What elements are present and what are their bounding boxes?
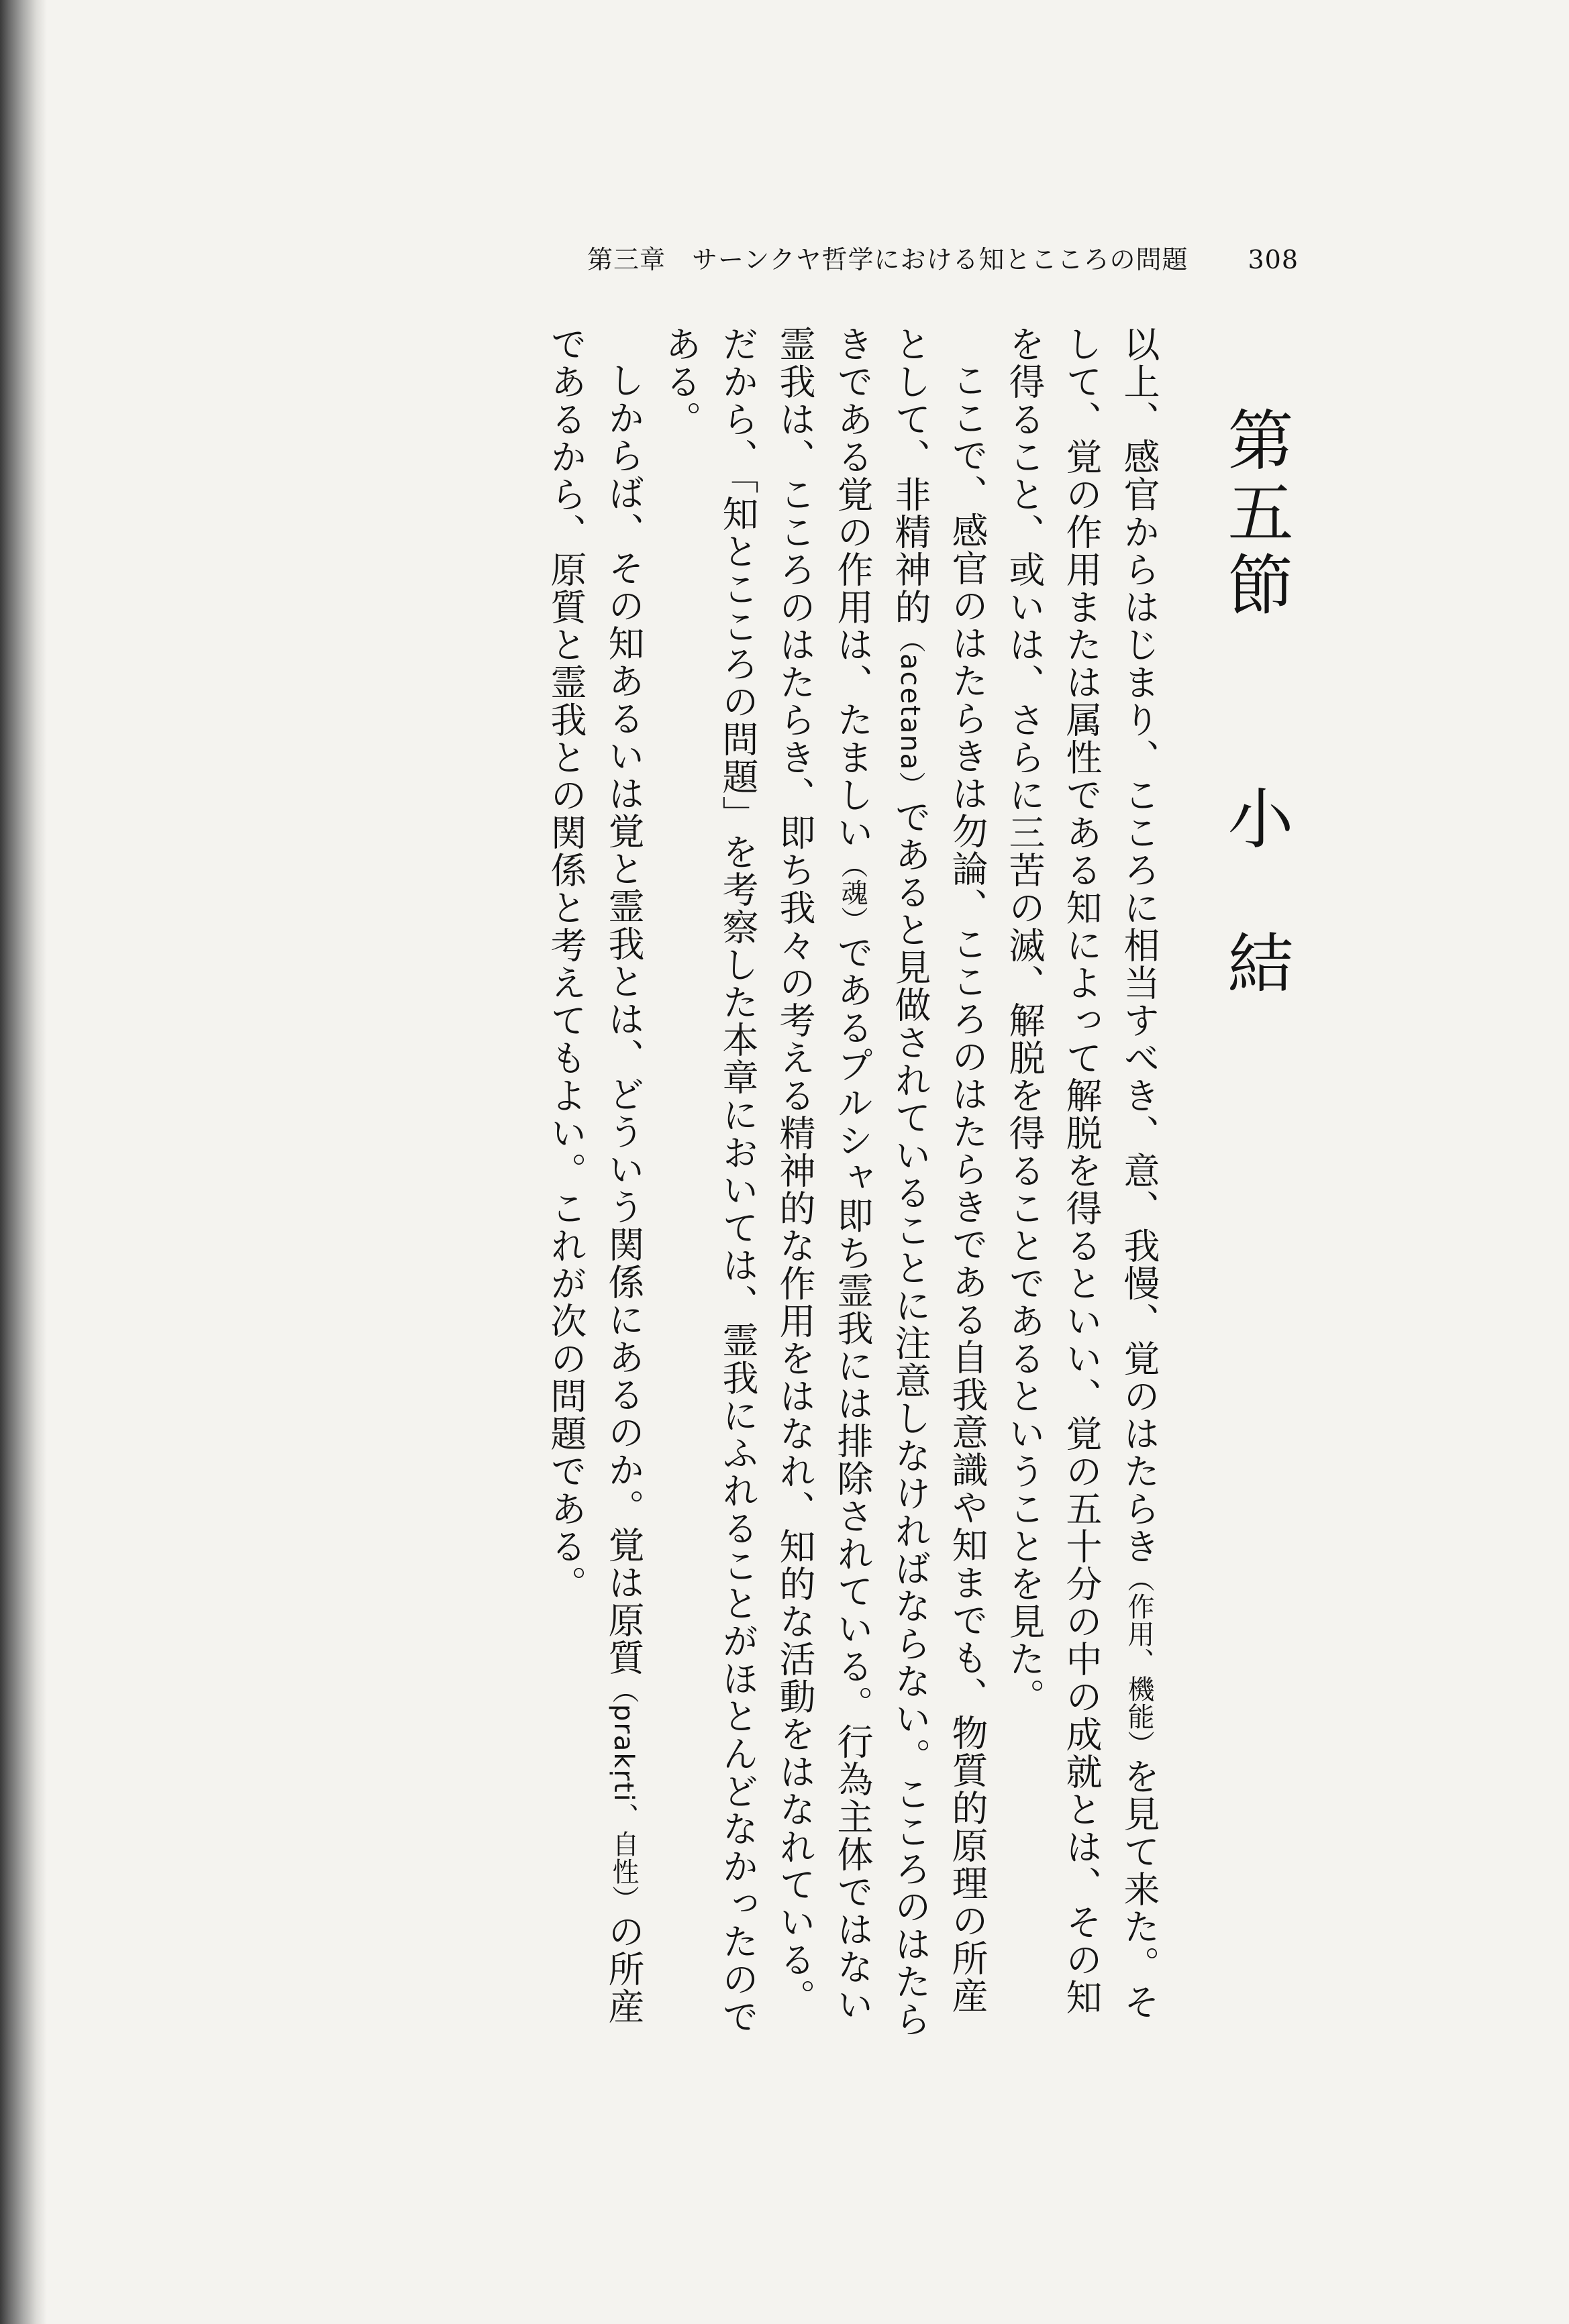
vertical-body-text — [545, 325, 1295, 2043]
paragraph-1-text-a: 以上、感官からはじまり、こころに相当すべき、意、我慢、覚のはたらき — [1118, 325, 1160, 1565]
paragraph-3-text-a: しからば、その知あるいは覚と霊我とは、どういう関係にあるのか。覚は原質 — [603, 362, 645, 1677]
section-heading — [1215, 406, 1295, 2043]
paragraph-1-note: （作用、機能） — [1123, 1565, 1154, 1758]
paragraph-3-text-b: の所産であるから、原質と霊我との関係と考えてもよい。これが次の問題である。 — [545, 325, 645, 2025]
paragraph-1-text-b: を見て来た。そして、覚の作用または属性である知によって解脱を得るといい、覚の五十分の中の成就とは、その知を得ること、或いは、さらに三苦の滅、解脱を得ることであるということを見た。 — [1003, 325, 1160, 2021]
paragraph-2-text-c: であるプルシャ即ち霊我には排除されている。行為主体ではない霊我は、こころのはたらき、即ち我々の考える精神的な作用をはなれ、知的な活動をはなれている。だから、「知とこころの問題」を考察した本章においては、霊我にふれることがほとんどなかったのである。 — [660, 325, 874, 2036]
paragraph-3 — [538, 325, 652, 2043]
paragraph-1 — [996, 325, 1168, 2043]
paragraph-2-text-b: であると見做されていることに注意しなければならない。こころのはたらきである覚の作用は、たましい — [831, 325, 931, 2039]
page-number: 308 — [1248, 245, 1299, 274]
running-head — [587, 236, 1299, 283]
paragraph-2-note: （魂） — [837, 851, 868, 934]
paragraph-2-text-a: ここで、感官のはたらきは勿論、こころのはたらきである自我意識や知までも、物質的原理の所産として、非精神的 — [889, 325, 989, 2015]
paragraph-2: ここで、感官のはたらきは勿論、こころのはたらきである自我意識や知までも、物質的原理の所産として、非精神的（acetana）であると見做されていることに注意しなければならない。こころのはたらきである覚の作用は、たましい（魂）であるプルシャ即ち霊我には排除されている。行為主体ではない霊我は、こころのはたらき、即ち我々の考える精神的な作用をはなれ、知的な活動をはなれている。だから、「知とこころの問題」を考察した本章においては、霊我にふれることがほとんどなかったのである。 — [660, 325, 989, 2039]
section-title: 小 結 — [1217, 784, 1293, 1002]
chapter-title: 第三章 サーンクヤ哲学における知とこころの問題 — [587, 245, 1188, 274]
paragraph-3-note-open: （ — [608, 1677, 639, 1704]
paragraph-2-latin-term: acetana — [895, 653, 925, 772]
paragraph-3-note: 、自性） — [608, 1802, 639, 1913]
section-label: 第五節 — [1217, 406, 1293, 623]
page-edge-shadow — [0, 0, 47, 2324]
heading-gap — [1255, 623, 1256, 784]
paragraph-3-latin-term: prakṛti — [608, 1704, 639, 1803]
